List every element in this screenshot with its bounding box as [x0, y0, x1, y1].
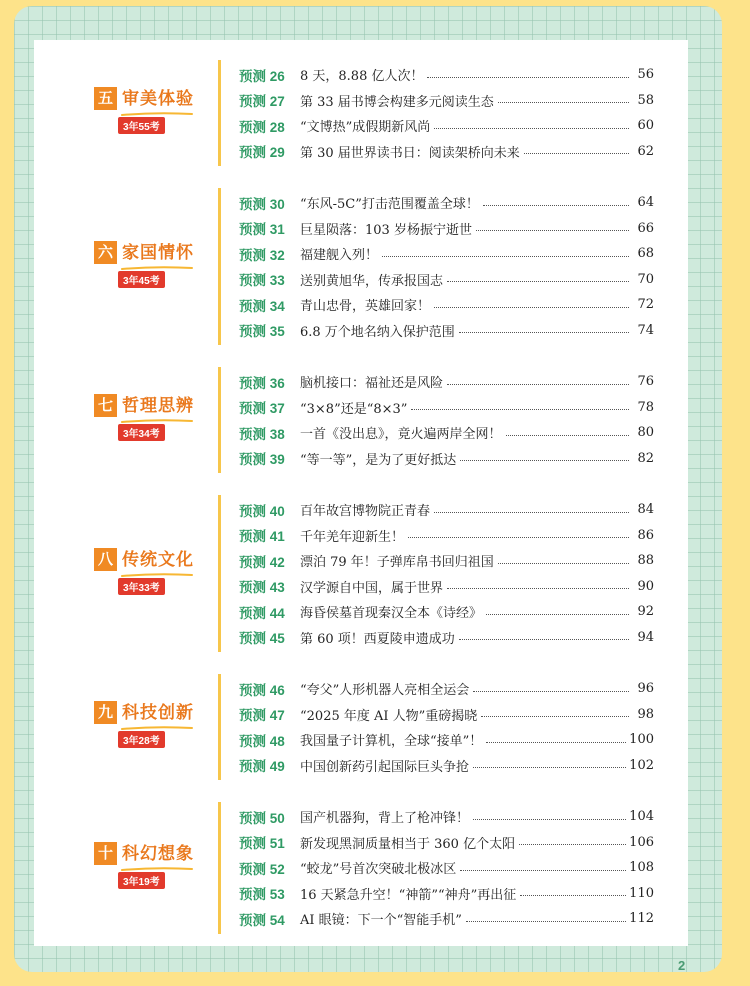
section-divider-bar	[218, 367, 221, 473]
section-divider-bar	[218, 495, 221, 652]
entry-code: 预测 27	[239, 94, 285, 110]
page-number: 2	[678, 958, 686, 973]
dot-leader	[483, 204, 629, 206]
entry-page-number: 100	[629, 732, 654, 748]
toc-entry[interactable]	[239, 906, 654, 932]
toc-section	[34, 369, 688, 471]
toc-entry[interactable]	[239, 318, 654, 344]
entry-title: 8 天，8.88 亿人次！	[300, 69, 424, 85]
toc-entry[interactable]	[239, 804, 654, 830]
section-number: 十	[94, 842, 117, 865]
entry-code: 预测 54	[239, 912, 285, 928]
entry-title: 福建舰入列！	[300, 248, 379, 264]
entry-code: 预测 44	[239, 605, 285, 621]
entry-title: 国产机器狗，背上了枪冲锋！	[300, 811, 470, 827]
toc-entry[interactable]	[239, 574, 654, 600]
toc-entry[interactable]	[239, 88, 654, 114]
entry-page-number: 104	[629, 809, 654, 825]
title-underline-swoosh	[120, 866, 194, 872]
entry-title: 汉学源自中国，属于世界	[300, 580, 444, 596]
toc-entry-list	[239, 804, 654, 932]
exam-count-badge: 3年45考	[118, 271, 165, 288]
entry-page-number: 78	[637, 399, 654, 415]
entry-page-number: 82	[637, 450, 654, 466]
entry-page-number: 66	[637, 220, 654, 236]
entry-title: 千年羌年迎新生！	[300, 529, 405, 545]
entry-title: 青山忠骨，英雄回家！	[300, 299, 431, 315]
entry-code: 预测 32	[239, 247, 285, 263]
toc-entry[interactable]	[239, 753, 654, 779]
toc-entry[interactable]	[239, 548, 654, 574]
section-number: 九	[94, 701, 117, 724]
entry-code: 预测 26	[239, 68, 285, 84]
toc-entry[interactable]	[239, 446, 654, 472]
entry-page-number: 72	[637, 297, 654, 313]
dot-leader	[447, 587, 629, 589]
entry-title: 海昏侯墓首现秦汉全本《诗经》	[300, 606, 483, 622]
entry-page-number: 58	[637, 92, 654, 108]
section-number: 八	[94, 548, 117, 571]
entry-code: 预测 52	[239, 861, 285, 877]
toc-entry-list	[239, 676, 654, 778]
entry-page-number: 86	[637, 527, 654, 543]
entry-title: “3×8”还是“8×3”	[300, 401, 408, 417]
entry-title: 第 30 届世界读书日：阅读架桥向未来	[300, 145, 520, 161]
exam-count-badge: 3年55考	[118, 117, 165, 134]
entry-code: 预测 42	[239, 554, 285, 570]
entry-title: “2025 年度 AI 人物”重磅揭晓	[300, 708, 478, 724]
entry-title: 第 60 项！西夏陵申遗成功	[300, 631, 455, 647]
toc-entry[interactable]	[239, 727, 654, 753]
entry-page-number: 102	[629, 757, 654, 773]
entry-page-number: 112	[629, 911, 654, 927]
toc-entry[interactable]	[239, 267, 654, 293]
dot-leader	[524, 152, 629, 154]
entry-page-number: 80	[637, 425, 654, 441]
entry-title: “东风-5C”打击范围覆盖全球！	[300, 197, 479, 213]
entry-page-number: 62	[637, 143, 654, 159]
toc-entry[interactable]	[239, 881, 654, 907]
entry-title: 我国量子计算机，全球“接单”！	[300, 734, 483, 750]
entry-code: 预测 46	[239, 682, 285, 698]
section-title: 哲理思辨	[122, 396, 194, 415]
dot-leader	[498, 101, 629, 103]
entry-page-number: 88	[637, 553, 654, 569]
toc-entry[interactable]	[239, 241, 654, 267]
entry-code: 预测 35	[239, 324, 285, 340]
exam-count-badge: 3年19考	[118, 872, 165, 889]
dot-leader	[434, 127, 629, 129]
entry-title: 中国创新药引起国际巨头争抢	[300, 759, 470, 775]
section-number: 六	[94, 241, 117, 264]
entry-code: 预测 37	[239, 401, 285, 417]
section-title: 传统文化	[122, 549, 194, 569]
section-divider-bar	[218, 674, 221, 780]
toc-entry[interactable]	[239, 830, 654, 856]
entry-code: 预测 39	[239, 452, 285, 468]
dot-leader	[434, 511, 629, 513]
section-title: 科技创新	[122, 703, 194, 722]
dot-leader	[473, 690, 629, 692]
entry-code: 预测 31	[239, 222, 285, 238]
dot-leader	[427, 76, 629, 78]
entry-page-number: 84	[637, 502, 654, 518]
dot-leader	[519, 843, 626, 845]
entry-code: 预测 43	[239, 580, 285, 596]
entry-title: 送别黄旭华，传承报国志	[300, 273, 444, 289]
toc-section	[34, 804, 688, 932]
section-title: 科幻想象	[122, 843, 194, 863]
dot-leader	[486, 613, 629, 615]
dot-leader	[498, 562, 629, 564]
dot-leader	[434, 306, 629, 308]
dot-leader	[486, 741, 626, 743]
toc-entry[interactable]	[239, 395, 654, 421]
dot-leader	[481, 715, 629, 717]
entry-title: 巨星陨落：103 岁杨振宁逝世	[300, 222, 472, 238]
toc-entry-list	[239, 190, 654, 343]
entry-code: 预测 28	[239, 119, 285, 135]
toc-entry[interactable]	[239, 625, 654, 651]
entry-code: 预测 45	[239, 631, 285, 647]
section-divider-bar	[218, 188, 221, 345]
toc-entry[interactable]	[239, 139, 654, 165]
entry-page-number: 92	[637, 604, 654, 620]
entry-title: 漂泊 79 年！子弹库帛书回归祖国	[300, 555, 494, 571]
title-underline-swoosh	[120, 572, 194, 578]
dot-leader	[473, 766, 626, 768]
entry-page-number: 64	[637, 195, 654, 211]
entry-page-number: 74	[637, 322, 654, 338]
toc-section	[34, 190, 688, 343]
toc-section	[34, 676, 688, 778]
dot-leader	[447, 383, 629, 385]
entry-title: 百年故宫博物院正青春	[300, 504, 431, 520]
entry-title: “文博热”成假期新风尚	[300, 120, 431, 136]
entry-page-number: 94	[637, 629, 654, 645]
toc-entry[interactable]	[239, 62, 654, 88]
entry-title: 16 天紧急升空！“神箭”“神舟”再出征	[300, 887, 517, 903]
entry-page-number: 106	[629, 834, 654, 850]
toc-entry[interactable]	[239, 676, 654, 702]
dot-leader	[382, 255, 629, 257]
entry-page-number: 98	[637, 706, 654, 722]
toc-entry-list	[239, 62, 654, 164]
entry-code: 预测 53	[239, 887, 285, 903]
entry-code: 预测 30	[239, 196, 285, 212]
entry-page-number: 68	[637, 246, 654, 262]
entry-code: 预测 41	[239, 529, 285, 545]
entry-title: “等一等”，是为了更好抵达	[300, 452, 457, 468]
dot-leader	[520, 894, 626, 896]
entry-code: 预测 40	[239, 503, 285, 519]
entry-code: 预测 47	[239, 708, 285, 724]
dot-leader	[460, 459, 629, 461]
title-underline-swoosh	[120, 265, 194, 271]
entry-page-number: 70	[637, 271, 654, 287]
entry-code: 预测 50	[239, 810, 285, 826]
toc-entry[interactable]	[239, 599, 654, 625]
entry-code: 预测 38	[239, 426, 285, 442]
entry-code: 预测 34	[239, 298, 285, 314]
toc-entry[interactable]	[239, 292, 654, 318]
dot-leader	[459, 331, 629, 333]
section-divider-bar	[218, 60, 221, 166]
toc-entry[interactable]	[239, 369, 654, 395]
entry-code: 预测 49	[239, 759, 285, 775]
toc-entry[interactable]	[239, 113, 654, 139]
toc-entry[interactable]	[239, 702, 654, 728]
dot-leader	[411, 408, 629, 410]
exam-count-badge: 3年34考	[118, 424, 165, 441]
section-title: 审美体验	[122, 89, 194, 108]
dot-leader	[408, 536, 629, 538]
toc-entry[interactable]	[239, 523, 654, 549]
entry-code: 预测 48	[239, 733, 285, 749]
entry-title: 新发现黑洞质量相当于 360 亿个太阳	[300, 836, 516, 852]
entry-code: 预测 29	[239, 145, 285, 161]
section-number: 五	[94, 87, 117, 110]
toc-entry-list	[239, 497, 654, 650]
entry-title: 第 33 届书博会构建多元阅读生态	[300, 94, 494, 110]
entry-title: 6.8 万个地名纳入保护范围	[300, 324, 455, 340]
section-number: 七	[94, 394, 117, 417]
exam-count-badge: 3年28考	[118, 731, 165, 748]
toc-section	[34, 497, 688, 650]
entry-page-number: 60	[637, 118, 654, 134]
dot-leader	[466, 920, 626, 922]
entry-page-number: 108	[629, 860, 654, 876]
dot-leader	[473, 818, 626, 820]
toc-entry[interactable]	[239, 420, 654, 446]
toc-entry[interactable]	[239, 855, 654, 881]
entry-page-number: 76	[637, 374, 654, 390]
dot-leader	[460, 869, 626, 871]
entry-title: 一首《没出息》，竟火遍两岸全网！	[300, 427, 502, 443]
section-divider-bar	[218, 802, 221, 934]
toc-paper	[34, 40, 688, 946]
entry-code: 预测 36	[239, 375, 285, 391]
toc-entry[interactable]	[239, 216, 654, 242]
dot-leader	[506, 434, 629, 436]
toc-entry[interactable]	[239, 190, 654, 216]
entry-title: 脑机接口：福祉还是风险	[300, 376, 444, 392]
toc-entry[interactable]	[239, 497, 654, 523]
section-title: 家国情怀	[122, 242, 194, 262]
entry-title: “蛟龙”号首次突破北极冰区	[300, 862, 457, 878]
entry-page-number: 90	[637, 578, 654, 594]
entry-title: AI 眼镜：下一个“智能手机”	[300, 913, 462, 929]
entry-page-number: 110	[629, 885, 654, 901]
entry-code: 预测 33	[239, 273, 285, 289]
dot-leader	[447, 280, 629, 282]
entry-code: 预测 51	[239, 836, 285, 852]
toc-section	[34, 62, 688, 164]
entry-page-number: 96	[637, 681, 654, 697]
toc-entry-list	[239, 369, 654, 471]
entry-page-number: 56	[637, 67, 654, 83]
dot-leader	[476, 229, 629, 231]
entry-title: “夸父”人形机器人亮相全运会	[300, 683, 470, 699]
exam-count-badge: 3年33考	[118, 578, 165, 595]
dot-leader	[459, 638, 629, 640]
